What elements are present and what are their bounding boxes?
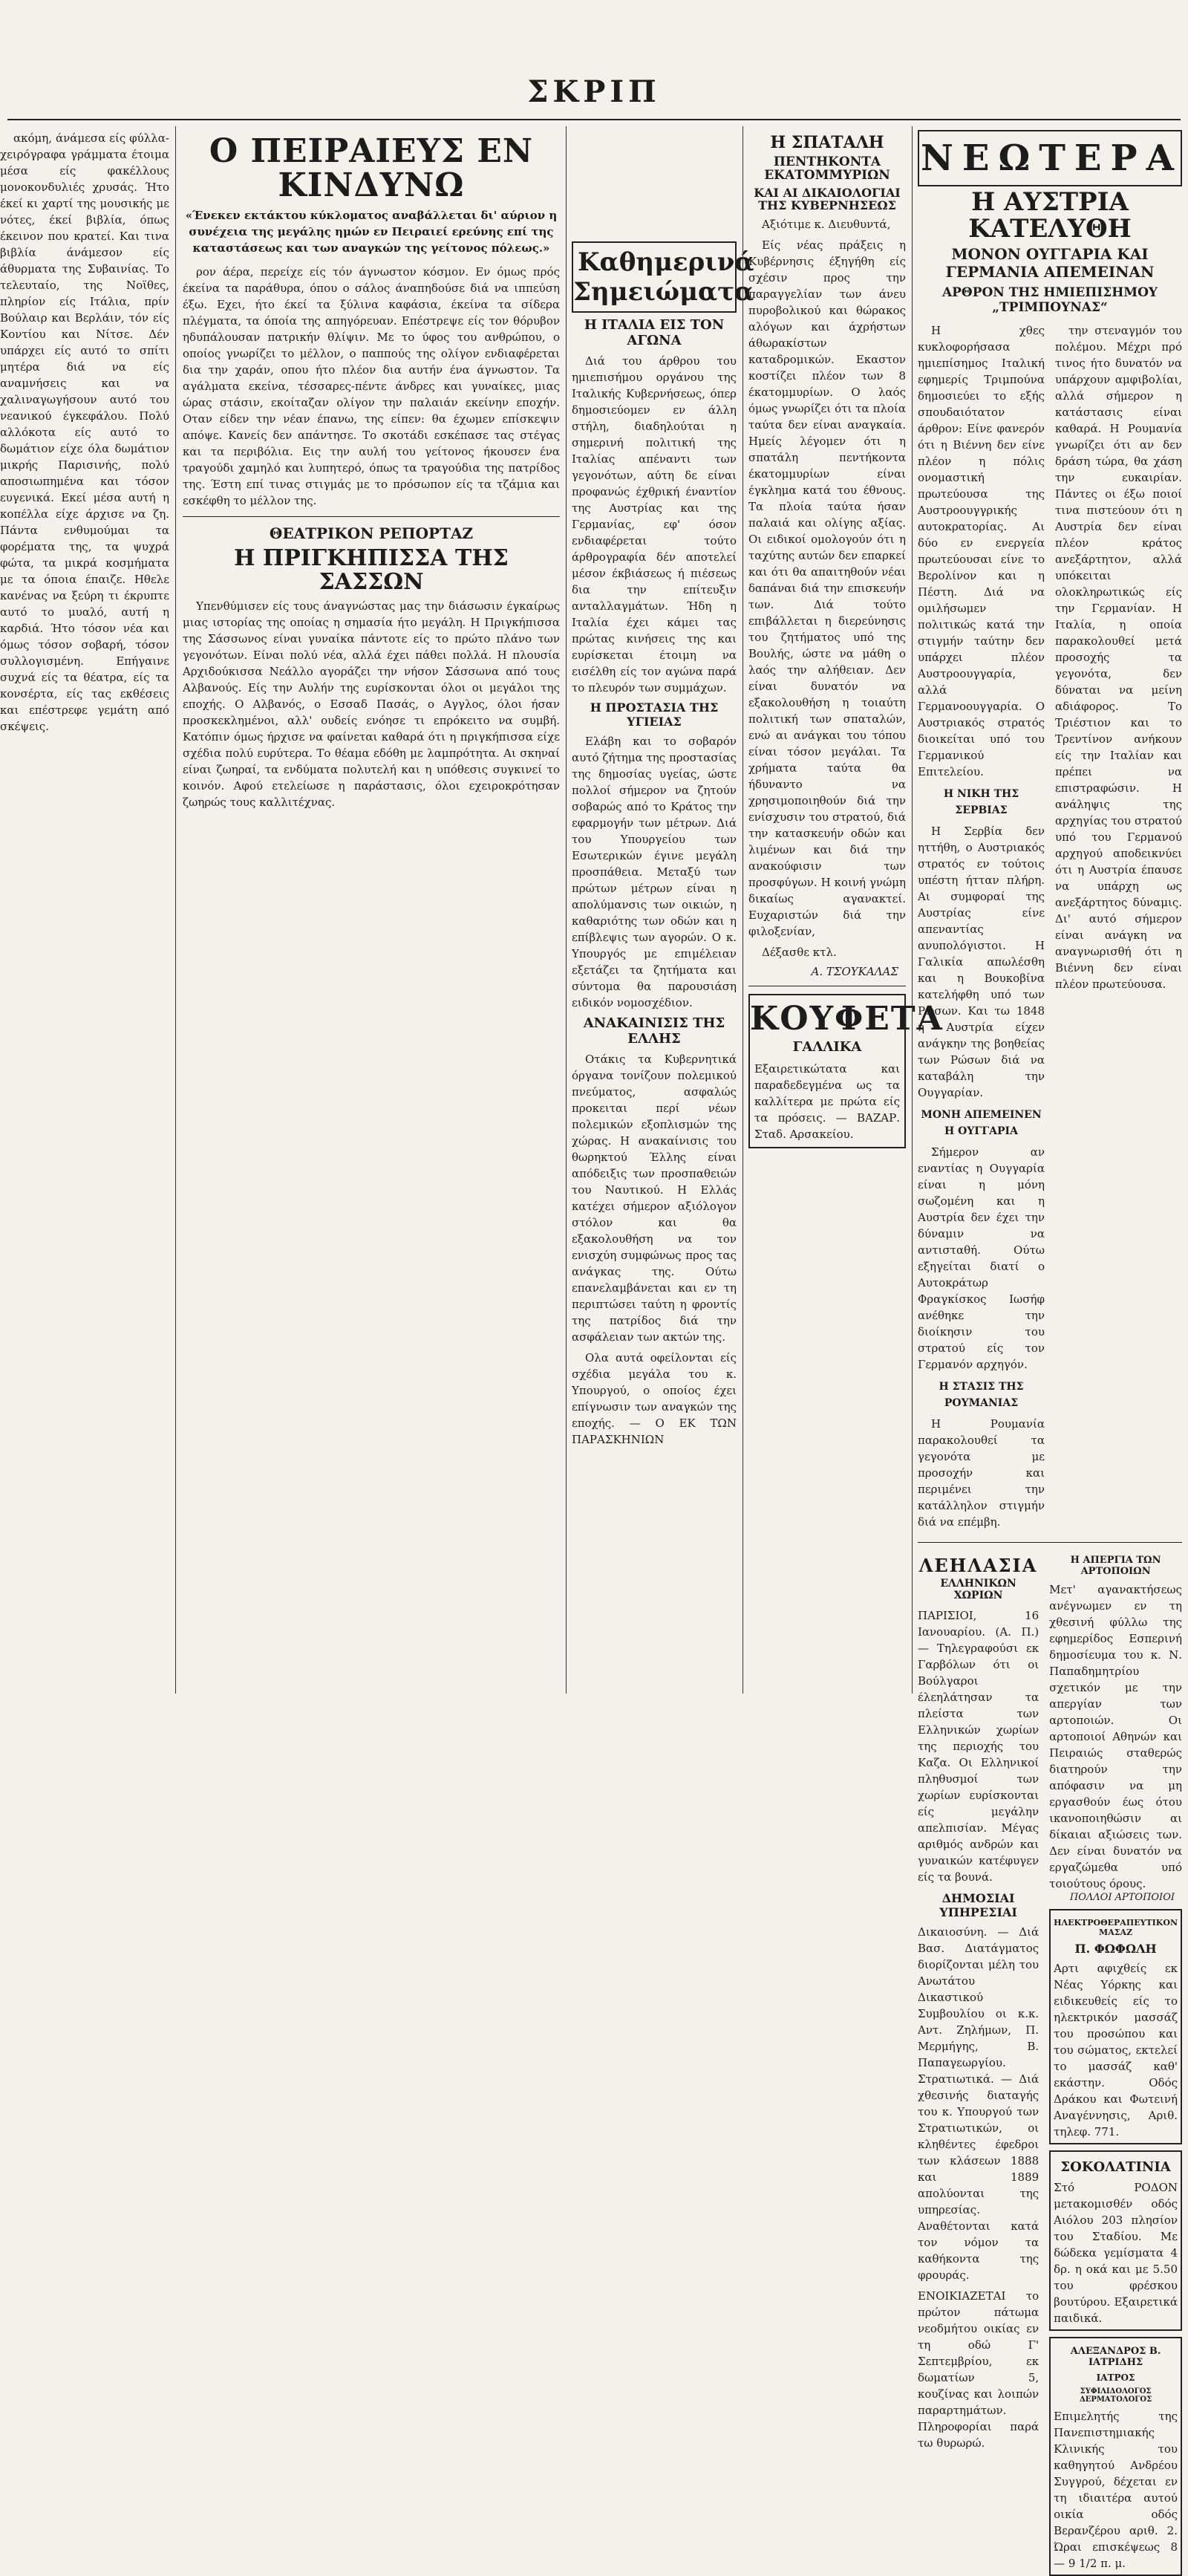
hungary-subhead: ΜΟΝΗ ΑΠΕΜΕΙΝΕΝ Η ΟΥΓΓΑΡΙΑ: [921, 1109, 1042, 1138]
latest-news-right: [1055, 322, 1182, 1535]
health-headline: Η ΠΡΟΣΤΑΣΙΑ ΤΗΣ ΥΓΙΕΙΑΣ: [590, 700, 719, 729]
princess-headline: Η ΠΡΙΓΚΗΠΙΣΣΑ ΤΗΣ ΣΑΣΣΩΝ: [234, 545, 509, 595]
koufeta-title: ΚΟΥΦΕΤΑ: [750, 1000, 944, 1038]
romania-paragraph: Η Ρουμανία παρακολουθεί τα γεγονότα με προσοχήν και περιμένει την κατάλληλον στιγμήν διά να επέμβη.: [918, 1417, 1045, 1529]
hungary-paragraph: Σήμερον αν εναντίας η Ουγγαρία είναι η μόνη σωζομένη και η Αυστρία δεν έχει την δύναμιν να αντισταθή. Ούτω εξηγείται διατί ο Αυτοκράτωρ Φραγκίσκος Ιωσήφ ανέθηκε την διοίκησιν του στρατού είς τον Γερμανόν αρχηγόν.: [918, 1145, 1045, 1372]
column-divider: [566, 126, 567, 1694]
column-divider: [742, 126, 743, 1694]
austria-subheadline: ΜΟΝΟΝ ΟΥΓΓΑΡΙΑ ΚΑΙ ΓΕΡΜΑΝΙΑ ΑΠΕΜΕΙΝΑΝ: [945, 245, 1155, 282]
princess-story: [183, 598, 560, 810]
rental-notice: ΕΝΟΙΚΙΑΖΕΤΑΙ το πρώτον πάτωμα νεοδμήτου οικίας εν τη οδώ Γ' Σεπτεμβρίου, εκ δωματίων 5, κουζίνας και λοιπών παραρτημάτων. Πληροφορίαι παρά τω θυρωρώ.: [918, 2289, 1040, 2450]
koufeta-text: Εξαιρετικώτατα και παραδεδεγμένα ως τα καλλίτερα με πρώτα είς τα πρόσεις. — ΒΑΖΑΡ. Σταδ. Αρσακείου.: [754, 1062, 900, 1142]
tribuna-article-title: ΑΡΘΡΟΝ ΤΗΣ ΗΜΙΕΠΙΣΗΜΟΥ „ΤΡΙΜΠΟΥΝΑΣ“: [941, 285, 1158, 316]
column-divider: [175, 126, 176, 1694]
lower-right: [1049, 1550, 1182, 2576]
column-daily-notes: [572, 130, 754, 1690]
waste-headline-b: ΠΕΝΤΗΚΟΝΤΑ ΕΚΑΤΟΜΜΥΡΙΩΝ: [764, 155, 890, 183]
bakers-strike-text: Μετ' αγανακτήσεως ανέγνωμεν εν τη χθεσινή φύλλω της εφημερίδος Εσπερινή δημοσίευμα του κ. Ν. Παπαδημητρίου σχετικόν με την απεργίαν των αρτοποιών. Οι αρτοποιοί Αθηνών και Πειραιώς σταθερώς διατηρούν την απόφασιν να μη εργασθούν έως ότου ικανοποιηθώσιν αι δίκαιαι αξιώσεις των. Δεν είναι δυνατόν να εργαζώμεθα υπό τοιούτους όρους.: [1049, 1583, 1182, 1891]
bakers-strike-signature: ΠΟΛΛΟΙ ΑΡΤΟΠΟΙΟΙ: [1069, 1892, 1175, 1904]
lower-left: [918, 1550, 1039, 2576]
doctor-title: ΙΑΤΡΟΣ: [1096, 2372, 1135, 2384]
health-story: [572, 733, 737, 1011]
daily-notes-title-a: Καθημερινά: [578, 247, 754, 277]
daily-notes-header-box: [572, 241, 754, 313]
elli-paragraph: Οτάκις τα Κυβερνητικά όργανα τονίζουν πολεμικού πνεύματος, ασφαλώς προκειται περί νέων πολεμικών εξοπλισμών της χώρας. Η ανακαίνισις του θωρηκτού Έλλης είναι απόδειξις των προσπαθειών του Ναυτικού. Η Ελλάς κατέχει σήμερον αξιόλογον στόλον και θα εξακολουθήση να τον ενισχύη συμφώνως προς τας ανάγκας της. Ούτω επανελαμβάνεται και εν τη περιπτώσει ταύτη η φροντίς της πατρίδος διά την ασφάλειαν των ακτών της.: [572, 1053, 737, 1344]
serbia-subhead: Η ΝΙΚΗ ΤΗΣ ΣΕΡΒΙΑΣ: [943, 788, 1019, 817]
column-left-fragment: [0, 130, 169, 1690]
piraeus-story: [183, 264, 560, 509]
chocolate-ad: [1049, 2150, 1182, 2331]
waste-headline-a: Η ΣΠΑΤΑΛΗ: [770, 133, 884, 152]
elli-story: [572, 1051, 737, 1448]
daily-notes-title-b: Σημειώματα: [573, 277, 754, 307]
section-rule: [918, 1542, 1182, 1543]
koufeta-ad: [748, 994, 944, 1148]
column-divider: [912, 126, 913, 1694]
chocolate-title: ΣΟΚΟΛΑΤΙΝΙΑ: [1060, 2159, 1171, 2176]
bakers-strike-title: Η ΑΠΕΡΓΙΑ ΤΩΝ ΑΡΤΟΠΟΙΩΝ: [1070, 1555, 1161, 1578]
health-paragraph: Ελάβη και το σοβαρόν αυτό ζήτημα της προστασίας της δημοσίας υγείας, ώστε πολλοί σήμερον να ζητούν σοβαρώς από το Κράτος την εφαρμογήν των μέτρων. Διά του Υπουργείου των Εσωτερικών έγινε μεγάλη προσπάθεια. Μεταξύ των πρώτων μέτρων είναι η απολύμανσις των οικιών, η καθαριότης των οδών και η επίβλεψις των αγορών. Ο κ. Υπουργός με επιμέλειαν εξετάζει τα ζητήματα και σύντομα θα παρουσιάση ειδικόν νομοσχέδιον.: [572, 735, 737, 1009]
public-services-text: Δικαιοσύνη. — Διά Βασ. Διατάγματος διορίζονται μέλη του Ανωτάτου Δικαστικού Συμβουλίου οι κ.κ. Αντ. Ζηλήμων, Π. Μερμήγης, Β. Παπαγεωργίου. Στρατιωτικά. — Διά χθεσινής διαταγής του κ. Υπουργού των Στρατιωτικών, οι κληθέντες έφεδροι των κλάσεων 1888 και 1889 απολύονται της υπηρεσίας. Αναθέτονται κατά τον νόμον τα καθήκοντα της φρουράς.: [918, 1925, 1040, 2283]
waste-salutation: Αξιότιμε κ. Διευθυντά,: [762, 218, 891, 232]
looting-subtitle: ΕΛΛΗΝΙΚΩΝ ΧΩΡΙΩΝ: [940, 1578, 1016, 1602]
romania-subhead: Η ΣΤΑΣΙΣ ΤΗΣ ΡΟΥΜΑΝΙΑΣ: [939, 1381, 1024, 1410]
public-services-title: ΔΗΜΟΣΙΑΙ ΥΠΗΡΕΣΙΑΙ: [939, 1891, 1017, 1920]
waste-headline-c: ΚΑΙ ΑΙ ΔΙΚΑΙΟΛΟΓΙΑΙ ΤΗΣ ΚΥΒΕΡΝΗΣΕΩΣ: [754, 185, 901, 212]
section-rule: [183, 516, 560, 517]
looting-title: ΛΕΗΛΑΣΙΑ: [918, 1555, 1038, 1577]
doctor-name: ΑΛΕΞΑΝΔΡΟΣ Β. ΙΑΤΡΙΔΗΣ: [1070, 2346, 1161, 2369]
column-latest-news: [918, 130, 1183, 2571]
princess-paragraph: Υπενθύμισεν είς τους άναγνώστας μας την διάσωσιν έγκαίρως μιας ιστορίας της οποίας η σημασία ήτο μεγάλη. Η Πριγκήπισσα της Σάσσωνος είναι γυναίκα πάντοτε είς το πρώτο πλάνο των γεγονότων. Είναι πολύ νέα, αλλά έχει πάθει πολλά. Η πλουσία Αρχιδούκισσα Νεάλλο αγοράζει την νήσον Σάσσωνα από τους Αλβανούς. Είς την Αυλήν της ευρίσκονται όλοι οι μεγάλοι της εποχής. Ο Αλβανός, ο Εσσαδ Πασάς, ο Αγγλος, όλοι ήσαν προσκεκλημένοι, αλλ' ουδείς ενόησε τι επρόκειτο να συμβή. Κατόπιν όμως ήρχισε να φαίνεται καθαρά ότι η πριγκήπισσα είχε σχέδια πολύ ευρύτερα. Το θέαμα εδόθη με λαμπρότητα. Αι σκηναί είναι ζωηραί, τα ενδύματα πολυτελή και η υπόθεσις συγκινεί το κοινόν. Αφού ετελείωσε η παράστασις, όλοι εχειροκρότησαν ζωηρώς τους καλλιτέχνας.: [183, 599, 560, 810]
massage-title: ΗΛΕΚΤΡΟΘΕΡΑΠΕΥΤΙΚΟΝ ΜΑΣΑΖ: [1054, 1918, 1178, 1938]
tribuna-continued: την στεναγμόν του πολέμου. Μέχρι πρό τινος ήτο δυνατόν να υπάρχουν αμφιβολίαι, αλλά σήμερον η κατάστασις είναι καθαρά. Η Ρουμανία γνωρίζει ότι αν δεν δράση τώρα, θα χάση την ευκαιρίαν. Πάντες οι έξω ποιοί τινα πιστεύουν ότι η Αυστρία δεν είναι πλέον κράτος ανεξάρτητον, αλλά υπόκειται ολοκληρωτικώς είς την Γερμανίαν. Η Ιταλία, η οποία παρακολουθεί μετά προσοχής τα γεγονότα, δεν δύναται να μείνη αδιάφορος. Το Τριέστιον και το Τρεντίνον ανήκουν είς την Ιταλίαν και πρέπει να επιστραφώσιν. Η ανάληψις της αρχηγίας του στρατού υπό του Γερμανού αρχηγού αποδεικνύει ότι η Αυστρία έπαυσε να υπάρχη ως ανεξάρτητος δύναμις. Δι' αυτό σήμερον είναι ανάγκη να αναγνωρισθή ότι η Βιέννη δεν είναι πλέον πρωτεύουσα.: [1055, 324, 1182, 992]
piraeus-headline: Ο ΠΕΙΡΑΙΕΥΣ ΕΝ ΚΙΝΔΥΝΩ: [209, 132, 534, 205]
massage-text: Αρτι αφιχθείς εκ Νέας Υόρκης και ειδικευθείς είς το ηλεκτρικόν μασσάζ του προσώπου και του σώματος, εκτελεί το μασσάζ καθ' εκάστην. Οδός Δράκου και Φωτεινή Αναγέννησις, Αριθ. τηλεφ. 771.: [1054, 1962, 1178, 2139]
masthead-title: ΣΚΡΙΠ: [527, 74, 661, 109]
waste-signature: Α. ΤΣΟΥΚΑΛΑΣ: [811, 965, 898, 979]
italy-headline: Η ΙΤΑΛΙΑ ΕΙΣ ΤΟΝ ΑΓΩΝΑ: [584, 317, 725, 348]
masthead-rule: [7, 119, 1181, 120]
doctor-ad: [1049, 2337, 1182, 2576]
tribuna-paragraph: Η χθες κυκλοφορήσασα ημιεπίσημος Ιταλική εφημερίς Τριμπούνα δημοσιεύει το εξής σπουδαιότατον άρθρον: Είνε φανερόν ότι η Βιέννη δεν είνε πλέον η πόλις ονομαστική πρωτεύουσα της Αυστροουγγρικής αυτοκρατορίας. Αι δύο εν ενεργεία πρωτεύουσαι είνε το Βερολίνον και η Πέστη. Διά να ομιλήσωμεν πολιτικώς κατά την στιγμήν ταύτην δεν υπάρχει πλέον Αυστροουγγαρία, αλλά Γερμανοουγγαρία. Ο Αυστριακός στρατός διοικείται υπό του Γερμανικού Επιτελείου.: [918, 324, 1045, 779]
austria-headline: Η ΑΥΣΤΡΙΑ ΚΑΤΕΛΥΘΗ: [968, 187, 1132, 244]
latest-news-header: [918, 130, 1182, 186]
chocolate-text: Στό ΡΟΔΟΝ μετακομισθέν οδός Αιόλου 203 πλησίον του Σταδίου. Με δώδεκα γεμίσματα 4 δρ. η οκά και με 5.50 του φρέσκου βουτύρου. Εξαιρετικά παιδικά.: [1054, 2181, 1178, 2326]
italy-paragraph: Διά του άρθρου του ημιεπισήμου οργάνου της Ιταλικής Κυβερνήσεως, όπερ δημοσιεύομεν εν άλλη στήλη, διαδηλούται η σημερινή πολιτική της Ιταλίας απέναντι των γεγονότων, αύτη δε είναι προφανώς έχθρική έναντίον της Αυστρίας και της Γερμανίας, εφ' όσον ενδιαφέρεται τούτο άρθρογραφία δέν αποτελεί μέσον έκβιάσεως ή πιέσεως δια την επίτευξιν ανταλλαγμάτων. Ήδη η Ιταλία έχει κάμει τας πρώτας κινήσεις της και ευρίσκεται έτοιμη να εισέλθη είς τον αγώνα παρά το πλευρόν των συμμάχων.: [572, 354, 737, 695]
elli-headline: ΑΝΑΚΑΙΝΙΣΙΣ ΤΗΣ ΕΛΛΗΣ: [583, 1015, 725, 1047]
piraeus-subhead: «Ένεκεν εκτάκτου κύκλοματος αναβάλλεται δι' αύριον η συνέχεια της μεγάλης ημών εν Πειραιεί ερεύνης επί της καταστάσεως και των αναγκών της γείτονος πόλεως.»: [185, 209, 558, 256]
column-waste: [748, 130, 944, 1690]
piraeus-paragraph: ρον άέρα, περείχε είς τόν άγνωστον κόσμον. Εν όμως πρός έκείνα τα παράθυρα, όπου ο σάλος άναπηδούσε διά να ιππεύση έξω. Εχει, ήτο έκεί τα ξύλινα καφάσια, έκείνα τα σίδερα πλέγματα, τα όποία της απηγόρευαν. Επέστρεψε είς τον θόρυβον ηδυπάλουσαν πατρικήν θλίψιν. Με το ύφος του ανθρώπου, ο οποίος γνωρίζει το μέλλον, ο παππούς της ολίγον ενδιαφέρεται δια την χαράν, οπου ήτο πλέον δια αυτήν ένα άγνωστον. Τα αγάλματα εκείνα, τέσσαρες-πέντε άνδρες και γυναίκες, μιας ώρας στάσιν, εκοίταζαν ολίγον την παλαιάν εκείνην εποχήν. Οταν είδεν την νέαν έπανω, της είπεν: θα έχωμεν επίσκεψιν απόψε. Κανείς δεν απάντησε. Το σκοτάδι εσκέπασε τας στέγας και τα περιβόλια. Εις την αυλή του γείτονος ήκουσεν ένα τραγούδι χαμηλό και λυπητερό, όπως τα τραγούδια της πατρίδος της. Έστη επί τινας στιγμάς με το πρόσωπον είς τα τζάμια και εσκέφθη το μέλλον της.: [183, 265, 560, 508]
lower-two-columns: [918, 1550, 1182, 2576]
doctor-text: Επιμελητής της Πανεπιστημιακής Κλινικής του καθηγητού Ανδρέου Συγγρού, δέχεται εν τη ιδιαιτέρα αυτού οικία οδός Βερανζέρου αριθ. 2. Ώραι επισκέψεως 8 — 9 1/2 π. μ.: [1054, 2410, 1178, 2571]
italy-story: [572, 353, 737, 696]
serbia-paragraph: Η Σερβία δεν ηττήθη, ο Αυστριακός στρατός εν τούτοις υπέστη ήτταν πλήρη. Αι συμφοραί της Αυστρίας είνε απεναντίας ανυπολόγιστοι. Η Γαλικία απωλέσθη και η Βουκοβίνα κατελήφθη υπό των Ρώσων. Και τω 1848 η Αυστρία είχεν ανάγκην της βοηθείας των Ρώσων διά να καταβάλη την Ουγγαρίαν.: [918, 824, 1045, 1100]
massage-ad: [1049, 1909, 1182, 2144]
massage-name: Π. ΦΩΦΩΛΗ: [1074, 1942, 1157, 1957]
latest-news-title: ΝΕΩΤΕΡΑ: [921, 137, 1183, 179]
theatre-section-title: ΘΕΑΤΡΙΚΟΝ ΡΕΠΟΡΤΑΖ: [269, 524, 474, 543]
daily-notes-tail: Ολα αυτά οφείλονται είς σχέδια μεγάλα του κ. Υπουργού, ο οποίος έχει επίγνωσιν των αναγκών της εποχής. — Ο ΕΚ ΤΩΝ ΠΑΡΑΣΚΗΝΙΩΝ: [572, 1351, 737, 1446]
latest-news-two-columns: [918, 322, 1182, 1535]
waste-signoff: Δέξασθε κτλ.: [762, 946, 837, 960]
column-piraeus: [183, 130, 560, 1690]
latest-news-left: [918, 322, 1045, 1535]
looting-text: ΠΑΡΙΣΙΟΙ, 16 Ιανουαρίου. (Α. Π.) — Τηλεγραφούσι εκ Γαρβόλων ότι οι Βούλγαροι έλεηλάτησαν τα πλείστα των Ελληνικών χωρίων της περιοχής του Καζα. Οι Ελληνικοί πληθυσμοί των χωρίων ευρίσκονται είς μεγάλην απελπισίαν. Μέγας αριθμός ανδρών και γυναικών κατέφυγεν είς τα βουνά.: [918, 1609, 1040, 1884]
koufeta-subtitle: ΓΑΛΛΙΚΑ: [792, 1039, 862, 1056]
column-left-text: [0, 130, 169, 735]
doctor-specialty: ΣΥΦΙΛΙΔΟΛΟΓΟΣ ΔΕΡΜΑΤΟΛΟΓΟΣ: [1079, 2387, 1152, 2404]
waste-letter: [748, 216, 906, 960]
waste-paragraph: Είς νέας πράξεις η Κυβέρνησις έξηγήθη είς σχέσιν προς την παραγγελίαν των άνευ πυροβολικού και θώρακος αλόγων και άχρήστων άθωρακίστων καταδρομικών. Εκαστον κοστίζει πλέον των 8 έκατομμυρίων. Ο λαός όμως γνωρίζει ότι τα πλοία ταύτα δεν είναι αναγκαία. Ημείς λέγομεν ότι η σπατάλη πεντήκοντα έκατομμυρίων είναι έγκλημα κατά του έθνους. Τα πλοία ταύτα ήσαν παλαιά και ολίγης αξίας. Οι ειδικοί ομολογούν ότι η ταχύτης αυτών δεν επαρκεί και ότι θα απαιτηθούν νέαι δαπάναι διά την επισκευήν των. Διά τούτο επιβάλλεται η διερεύνησις του ζητήματος υπό της Βουλής, ώστε να μάθη ο λαός την αλήθειαν. Δεν είναι δυνατόν να εξακολουθήση η τοιαύτη πολιτική των σπαταλών, ενώ αι ανάγκαι του τόπου είναι τόσον μεγάλαι. Τα χρήματα ταύτα θα ήδυναντο να χρησιμοποιηθούν διά την ενίσχυσιν του στρατού, διά την κατασκευήν οδών και λιμένων και διά την ανακούφισιν των προσφύγων. Η κοινή γνώμη δικαίως αγανακτεί. Ευχαριστών διά την φιλοξενίαν,: [748, 238, 906, 939]
left-paragraph: ακόμη, άνάμεσα είς φύλλα-χειρόγραφα γράμματα έτοιμα μέσα είς φακέλλους μονοκονδυλιές χρυσάς. Ήτο έκεί κι χαρτί της μουσικής με νότες, έκεί βιβλία, όπως έκεινον που κρατεί. Και τινα βιβλία άνάμεσον είς άθυρματα της Συβαινίας. Το τελευταίο, της Νοϊθες, πληρίον είς Ιτάλια, πρίν Βούλαιρ και Βερλάιν, τόν είς Κοντίου και Νίτσε. Δέν υπάρχει είς αυτό το σπίτι μητέρα διά να είς αναμνήσεις και να χαλιναγωγήσουν αυτό του νεανικού έγκεφάλου. Πολύ αλλόκοτα είς αυτό το δωμάτιον είχε όλα δωμάτιον μικρής Παρισινής, πολύ αποσιωπημένα και τόσον ευγενικά. Εκεί μέσα αυτή η κοπέλλα είχε άρχισε να ζη. Πάντα ενθυμούμαι τα φορέματα της, τα ψυχρά φώτα, τα μικρά κοσμήματα με τα όποια έπαιζε. Ηθελε κανένας να ξεύρη τι έκρυπτε αυτό το μυαλό, αυτή η καρδιά. Ήτο τόσον νέα και όμως τόσον σοβαρή, τόσον συλλογισμένη. Επήγαινε συχνά είς τα θέατρα, είς τα κονσέρτα, είς τας εκθέσεις και επέστρεφε γεμάτη από σκέψεις.: [0, 131, 169, 733]
